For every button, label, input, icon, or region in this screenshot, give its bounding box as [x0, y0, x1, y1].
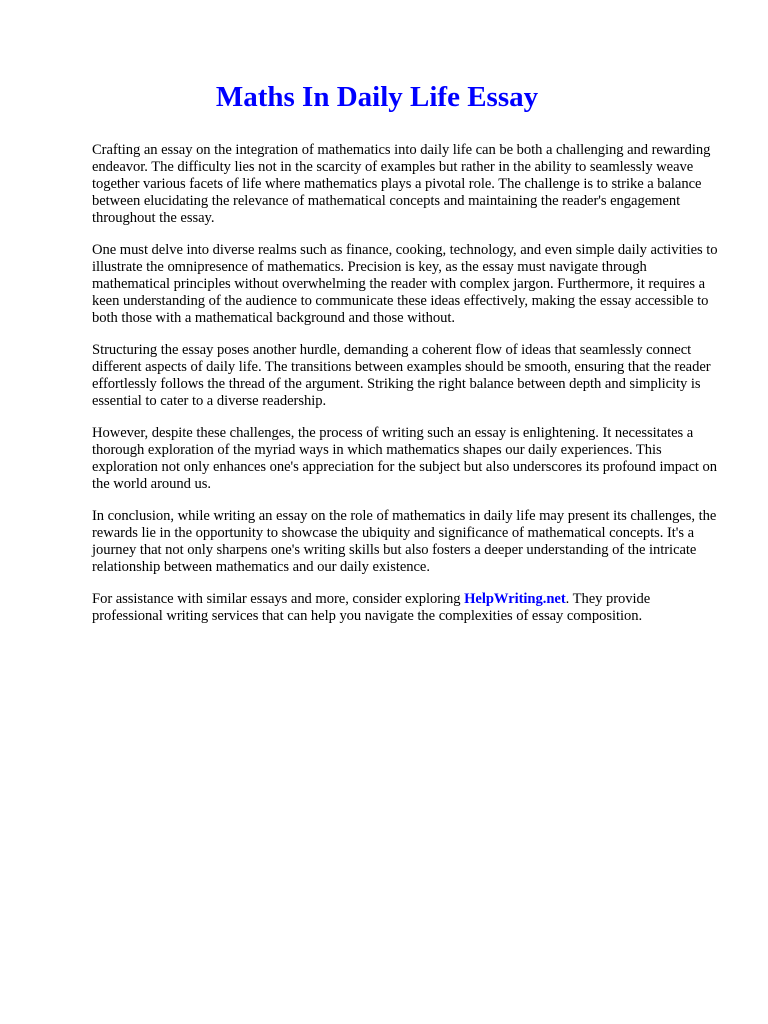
closing-text-before-link: For assistance with similar essays and more, consider exploring	[92, 591, 465, 607]
paragraph-4: However, despite these challenges, the process of writing such an essay is enlightening. It necessitates a thorough exploration of the myriad ways in which mathematics shapes our daily experiences. This exploration not only enhances one's appreciation for the subject but also underscores its profound impact on the world around us.	[92, 425, 717, 492]
closing-text-after-link: . They provide professional writing services that can help you navigate the complexities of essay composition.	[92, 591, 651, 624]
paragraph-5: In conclusion, while writing an essay on the role of mathematics in daily life may present its challenges, the rewards lie in the opportunity to showcase the ubiquity and significance of mathematical concepts. It's a journey that not only sharpens one's writing skills but also fosters a deeper understanding of the intricate relationship between mathematics and our daily existence.	[92, 508, 717, 575]
page-title: Maths In Daily Life Essay	[215, 81, 539, 113]
paragraph-3: Structuring the essay poses another hurdle, demanding a coherent flow of ideas that seamlessly connect different aspects of daily life. The transitions between examples should be smooth, ensuring that the reader effortlessly follows the thread of the argument. Striking the right balance between depth and simplicity is essential to cater to a diverse readership.	[92, 342, 711, 409]
paragraph-2: One must delve into diverse realms such as finance, cooking, technology, and even simple daily activities to illustrate the omnipresence of mathematics. Precision is key, as the essay must navigate through mathematical principles without overwhelming the reader with complex jargon. Furthermore, it requires a keen understanding of the audience to communicate these ideas effectively, making the essay accessible to both those with a mathematical background and those without.	[92, 242, 718, 326]
closing-paragraph	[92, 591, 722, 625]
helpwriting-link[interactable]: HelpWriting.net	[464, 591, 566, 607]
paragraph-1: Crafting an essay on the integration of mathematics into daily life can be both a challenging and rewarding endeavor. The difficulty lies not in the scarcity of examples but rather in the ability to seamlessly weave together various facets of life where mathematics plays a pivotal role. The challenge is to strike a balance between elucidating the relevance of mathematical concepts and maintaining the reader's engagement throughout the essay.	[92, 142, 711, 226]
